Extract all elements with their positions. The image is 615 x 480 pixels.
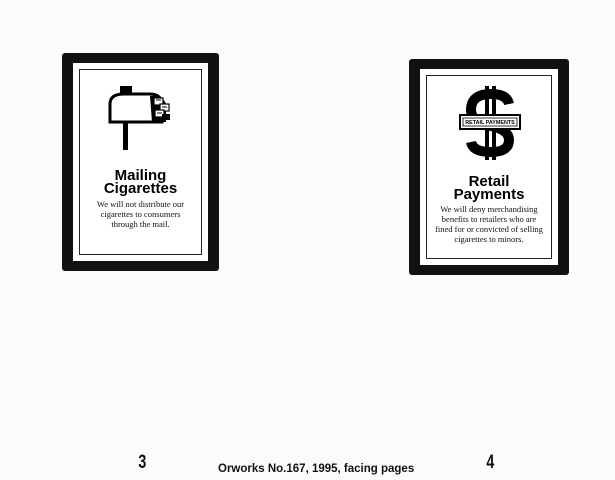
card-inner-frame [426, 75, 552, 259]
card-paper [73, 63, 208, 261]
title-line: Retail [468, 173, 510, 190]
page-number-right: 4 [486, 452, 495, 473]
card-title [80, 169, 201, 195]
body-line: through the mail. [111, 219, 170, 229]
retail-payments-card [409, 59, 569, 275]
body-line: benefits to retailers who are [441, 214, 537, 224]
banner-label: RETAIL PAYMENTS [465, 120, 515, 127]
card-inner-frame [79, 69, 202, 255]
body-line: cigarettes to minors. [454, 234, 524, 244]
card-title [427, 175, 551, 201]
body-line: fined for or convicted of selling [435, 224, 543, 234]
mailbox-icon [80, 82, 203, 152]
body-line: cigarettes to consumers [100, 209, 181, 219]
title-line: Payments [453, 186, 525, 203]
title-line: Cigarettes [103, 180, 178, 197]
dollar-sign-icon [427, 86, 553, 160]
card-paper [420, 69, 558, 265]
mailing-cigarettes-card [62, 53, 219, 271]
body-line: We will not distribute our [96, 199, 185, 209]
caption: Orworks No.167, 1995, facing pages [218, 463, 415, 475]
title-line: Mailing [114, 167, 167, 184]
body-line: We will deny merchandising [440, 204, 538, 214]
card-body [433, 204, 545, 244]
page-number-left: 3 [138, 452, 147, 473]
card-body [86, 199, 195, 229]
